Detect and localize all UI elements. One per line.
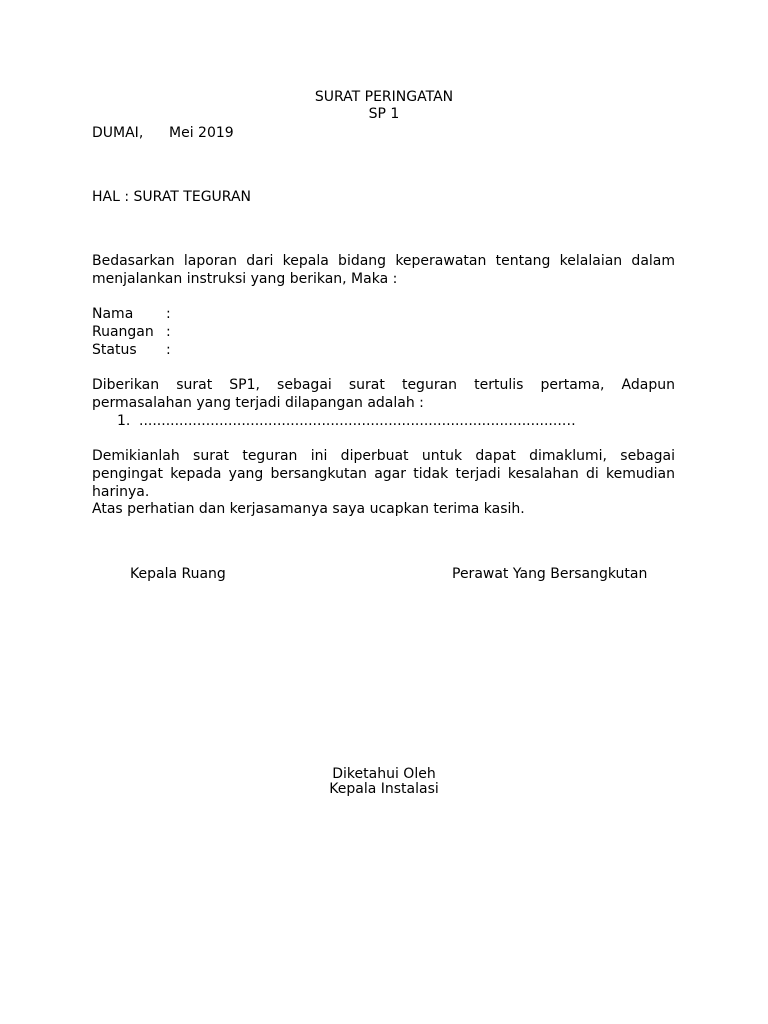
letter-title: SURAT PERINGATAN — [314, 89, 454, 105]
letter-date: Mei 2019 — [169, 125, 234, 141]
acknowledged-by-label: Diketahui Oleh — [332, 766, 436, 782]
field-name-colon: : — [166, 306, 171, 322]
letter-subtitle: SP 1 — [368, 106, 400, 122]
signature-head-of-room: Kepala Ruang — [130, 566, 226, 582]
paragraph-issue: Diberikan surat SP1, sebagai surat teguran tertulis pertama, Adapun permasalahan yang terjadi dilapangan adalah : — [92, 377, 675, 411]
signature-nurse: Perawat Yang Bersangkutan — [452, 566, 648, 582]
field-status-label: Status — [92, 342, 137, 358]
field-room-colon: : — [166, 324, 171, 340]
field-status-colon: : — [166, 342, 171, 358]
letter-subject: HAL : SURAT TEGURAN — [92, 189, 252, 205]
acknowledged-by-role: Kepala Instalasi — [329, 781, 439, 797]
field-room-label: Ruangan — [92, 324, 154, 340]
paragraph-thanks: Atas perhatian dan kerjasamanya saya ucapkan terima kasih. — [92, 501, 525, 517]
letter-place: DUMAI, — [92, 125, 144, 141]
paragraph-basis: Bedasarkan laporan dari kepala bidang keperawatan tentang kelalaian dalam menjalankan instruksi yang berikan, Maka : — [92, 253, 675, 287]
list-item-text: ...............................................................................................… — [139, 413, 576, 429]
paragraph-closing: Demikianlah surat teguran ini diperbuat untuk dapat dimaklumi, sebagai pengingat kepada yang bersangkutan agar tidak terjadi kesalahan di kemudian harinya. — [92, 448, 675, 500]
field-name-label: Nama — [92, 306, 134, 322]
list-item-number: 1. — [117, 413, 131, 429]
